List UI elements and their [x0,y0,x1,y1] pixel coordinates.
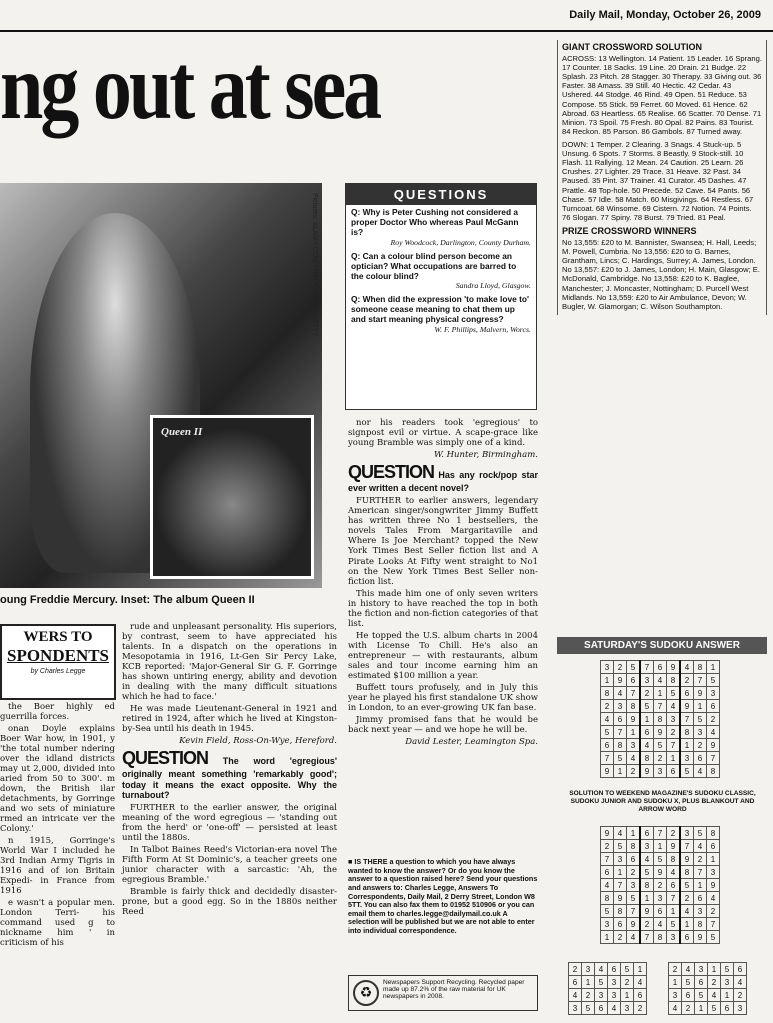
mini-grid-1 [568,962,647,1015]
sudoku-cell: 4 [694,765,707,778]
mini-grid-2-cell: 6 [695,976,708,989]
sudoku-cell: 7 [654,700,667,713]
mini-grid-2-cell: 1 [669,976,682,989]
sudoku-cell: 3 [601,661,614,674]
sudoku-cell: 5 [694,713,707,726]
weekend-sudoku-cell: 7 [601,853,614,866]
column-logo [0,624,116,700]
weekend-sudoku-cell: 5 [694,827,707,840]
weekend-sudoku-row [601,905,720,918]
left-column [0,702,115,950]
mini-grid-1-cell: 5 [582,1002,595,1015]
question-block [348,462,538,493]
sudoku-cell: 3 [627,739,641,752]
paragraph: nor his readers took 'egregious' to signpost evil or virtue. A scape-grace like young Bramble was simply one of a kind. [348,418,538,449]
weekend-sudoku-cell: 6 [627,853,641,866]
mini-grid-1-cell: 4 [595,963,608,976]
weekend-sudoku-cell: 9 [640,905,654,918]
mini-grid-2-row [669,989,747,1002]
photo-credit: Pictures: ALAMY.COM / REDFERNS / GETTY [311,193,318,337]
sudoku-cell: 4 [707,726,720,739]
mini-grid-1-cell: 2 [569,963,582,976]
mini-grid-2-cell: 2 [669,963,682,976]
sudoku-cell: 8 [614,739,627,752]
mini-grid-2-row [669,976,747,989]
weekend-sudoku-row [601,918,720,931]
weekend-sudoku-cell: 2 [614,931,627,944]
weekend-sudoku-cell: 9 [627,918,641,931]
mini-grid-1-cell: 6 [595,1002,608,1015]
weekend-sudoku-cell: 8 [694,918,707,931]
weekend-sudoku-cell: 7 [640,931,654,944]
sudoku-cell: 1 [640,713,654,726]
mini-grid-1-cell: 3 [608,976,621,989]
sudoku-cell: 8 [627,700,641,713]
sudoku-row [601,661,720,674]
sudoku-cell: 6 [614,713,627,726]
recycle-text: Newspapers Support Recycling. Recycled paper made up 87.2% of the raw material for UK newspapers in 2008. [383,979,525,1000]
sudoku-cell: 2 [680,674,694,687]
mini-grid-2-cell: 5 [682,976,695,989]
weekend-sudoku-cell: 4 [627,931,641,944]
sudoku-cell: 6 [694,752,707,765]
sudoku-cell: 7 [614,726,627,739]
mini-grid-2-cell: 3 [669,989,682,1002]
sudoku-row [601,765,720,778]
mini-grid-1-cell: 3 [582,963,595,976]
weekend-sudoku-cell: 7 [654,827,667,840]
weekend-sudoku-row [601,840,720,853]
paragraph: Bramble is fairly thick and decidedly disaster-prone, but a good egg. So in the 1880s neither Reed [122,887,337,918]
weekend-sudoku-cell: 8 [707,827,720,840]
mini-grid-1-row [569,1002,647,1015]
contact-info: ■ IS THERE a question to which you have always wanted to know the answer? Or do you know the answer to a question raised here? Send your questions and answers to: Charles Legge, Answers To Correspondents, Daily Mail, 2 Derry Street, London W8 5TT. You can also fax them to 01952 510906 or you can email them to charles.legge@dailymail.co.uk A selection will be published but we are not able to enter into individual correspondence. [348,857,538,936]
weekend-sudoku-cell: 6 [694,892,707,905]
mini-grid-2-cell: 5 [695,989,708,1002]
question-text: Has any rock/pop star ever written a decent novel? [348,470,538,494]
weekend-sudoku-row [601,931,720,944]
sudoku-cell: 5 [627,661,641,674]
weekend-sudoku-cell: 3 [601,918,614,931]
crossword-down: DOWN: 1 Temper. 2 Clearing. 3 Snags. 4 Stuck-up. 5 Unsung. 6 Spots. 7 Storms. 8 Beastly. 9 Stock-still. 10 Flash. 11 Rallying. 12 Mean. 24 Caution. 25 Learn. 26 Crushes. 27 Lighter. 29 Trace. 31 Heave. 32 Past. 34 Paused. 35 Pint. 37 Trainer. 41 Curator. 45 Dashes. 47 Prattle. 48 Top-hole. 50 Precede. 52 Cave. 54 Pants. 56 Chase. 57 Idle. 58 Match. 60 Misgivings. 64 Restless. 67 Turncoat. 68 Winsome. 69 Cistern. 72 Notion. 74 Points. 76 Slogan. 77 Spiny. 78 Burst. 79 Tried. 81 Peal. [562,139,754,222]
sudoku-cell: 6 [627,674,641,687]
mini-grid-1-cell: 3 [621,1002,634,1015]
weekend-sudoku-cell: 5 [654,853,667,866]
weekend-sudoku-cell: 9 [707,879,720,892]
paragraph: FURTHER to the earlier answer, the original meaning of the word egregious — 'standing out from the herd' or 'one-off' — persisted at least until the 1880s. [122,803,337,844]
prize-title: PRIZE CROSSWORD WINNERS [562,225,697,236]
weekend-sudoku-cell: 5 [667,918,681,931]
sudoku-cell: 3 [707,687,720,700]
mini-grid-2-cell: 3 [721,976,734,989]
sudoku-cell: 5 [654,739,667,752]
mini-grid-1-cell: 2 [582,989,595,1002]
sudoku-cell: 9 [694,687,707,700]
sudoku-cell: 1 [667,752,681,765]
weekend-sudoku-row [601,866,720,879]
weekend-sudoku-cell: 8 [667,853,681,866]
mini-grid-1-cell: 4 [634,976,647,989]
sudoku-cell: 9 [654,726,667,739]
right-column [348,418,538,749]
sudoku-cell: 6 [601,739,614,752]
recycle-notice [348,975,538,1011]
mini-grid-1-cell: 6 [569,976,582,989]
mini-grid-2-cell: 6 [734,963,747,976]
sudoku-cell: 7 [707,752,720,765]
sudoku-cell: 9 [707,739,720,752]
paragraph: onan Doyle explains Boer War how, in 1901, y 'the total number ndering over the idland districts may ut 2,000, divided into aried from 50 to 300'. m down, the British ilar detachments, by Gorringe and wo sets of miniature rmed an intricate ver the Colony.' [0,724,115,835]
mini-grid-1-cell: 4 [608,1002,621,1015]
weekend-sudoku-cell: 5 [707,931,720,944]
weekend-sudoku-cell: 6 [667,879,681,892]
mini-grid-2-row [669,1002,747,1015]
weekend-sudoku-cell: 1 [614,866,627,879]
prize-winners: No 13,555: £20 to M. Bannister, Swansea; H. Hall, Leeds; M. Powell, Cumbria. No 13,556: £20 to G. Barnes, Grantham, Lincs; C. Hardings, Surrey; A. James, London. No 13,557: £20 to J. James, London; H. Main, Glasgow; E. McDonald, Cambridge. No 13,558: £20 to K. Baglee, Manchester; J. Moncaster, Nottingham; D. Purcell West Midlands. No 13,559: £20 to Air Ambulance, Devon; W. Bugler, W. Glamorgan; C. Wilson Southampton. [562,237,760,311]
sudoku-cell: 7 [694,674,707,687]
question-label: QUESTION [348,462,435,483]
mini-grid-1-cell: 3 [595,989,608,1002]
sudoku-row [601,752,720,765]
sudoku-cell: 3 [654,765,667,778]
weekend-sudoku-cell: 4 [694,840,707,853]
weekend-sudoku-cell: 9 [614,892,627,905]
question-2: Q: Can a colour blind person become an optician? What occupations are barred to the colour blind? [351,250,517,281]
sudoku-cell: 7 [627,687,641,700]
weekend-sudoku-cell: 2 [627,866,641,879]
weekend-sudoku-cell: 7 [680,840,694,853]
sudoku-cell: 2 [707,713,720,726]
sudoku-cell: 5 [707,674,720,687]
signature: W. Hunter, Birmingham. [433,450,538,461]
weekend-sudoku-row [601,892,720,905]
sudoku-cell: 1 [707,661,720,674]
sudoku-cell: 8 [667,674,681,687]
paragraph: n 1915, Gorringe's World War I included he 3rd Indian Army Tigris in 1916 and of ion Britain Expedi- in France from 1916 [0,836,115,897]
sudoku-cell: 5 [614,752,627,765]
sudoku-cell: 2 [640,687,654,700]
headline: ng out at sea [0,40,380,139]
mini-grid-2-cell: 4 [734,976,747,989]
recycle-icon: ♻ [353,980,379,1006]
weekend-sudoku-cell: 8 [680,866,694,879]
weekend-sudoku-cell: 9 [667,840,681,853]
sudoku-cell: 9 [667,661,681,674]
sudoku-cell: 6 [680,687,694,700]
weekend-sudoku-cell: 2 [707,905,720,918]
album-inset [150,415,314,579]
paragraph: This made him one of only seven writers in history to have reached the top in both the fiction and non-fiction categories of that list. [348,588,539,629]
sudoku-cell: 6 [640,726,654,739]
sudoku-cell: 2 [694,739,707,752]
weekend-sudoku-cell: 3 [667,931,681,944]
sudoku-cell: 1 [654,687,667,700]
sudoku-cell: 3 [640,674,654,687]
signature: Kevin Field, Ross-On-Wye, Hereford. [179,736,337,747]
sudoku-cell: 1 [694,700,707,713]
mini-grid-2-cell: 6 [682,989,695,1002]
sudoku-cell: 8 [601,687,614,700]
paragraph: FURTHER to earlier answers, legendary American singer/songwriter Jimmy Buffett has written three No 1 bestsellers, the novels Tales From Margaritaville and Where Is Joe Merchant? topped the New York Times Best Seller fiction list and A Pirate Looks At Fifty went straight to No1 on the New York Times Best Seller non-fiction list. [348,496,538,587]
sudoku-cell: 6 [654,661,667,674]
weekend-sudoku-cell: 4 [667,866,681,879]
sudoku-cell: 8 [654,713,667,726]
mini-grid-1-row [569,989,647,1002]
weekend-sudoku-cell: 5 [640,866,654,879]
sudoku-cell: 4 [680,661,694,674]
sudoku-cell: 2 [667,726,681,739]
sudoku-title: SATURDAY'S SUDOKU ANSWER [557,637,767,654]
weekend-sudoku-cell: 8 [654,931,667,944]
mini-grid-2-cell: 2 [734,989,747,1002]
mini-grid-2-cell: 5 [708,1002,721,1015]
question-block [122,748,337,800]
mini-grid-2-cell: 2 [682,1002,695,1015]
paragraph: e wasn't a popular men. London Terri- his command used g to nickname him ' in criticism of his [0,898,115,949]
paragraph: He topped the U.S. album charts in 2004 with License To Chill. He's also an entrepreneur — with restaurants, album sales and tour income earning him an estimated $100 million a year. [348,630,538,681]
signature: David Lester, Leamington Spa. [405,736,538,747]
weekend-sudoku-cell: 6 [614,918,627,931]
weekend-sudoku-cell: 6 [707,840,720,853]
sudoku-row [601,687,720,700]
weekend-sudoku-cell: 7 [694,866,707,879]
sudoku-row [601,726,720,739]
sudoku-cell: 9 [614,674,627,687]
sudoku-cell: 1 [627,726,641,739]
weekend-sudoku-cell: 6 [654,905,667,918]
weekend-sudoku-cell: 5 [601,905,614,918]
mini-grid-2 [668,962,747,1015]
weekend-sudoku-cell: 4 [601,879,614,892]
paragraph: Jimmy promised fans that he would be back next year — and we hope he will be. [348,714,538,735]
weekend-sudoku-cell: 7 [667,892,681,905]
weekend-sudoku-row [601,853,720,866]
sudoku-cell: 4 [654,674,667,687]
questions-box [345,183,537,410]
weekend-sudoku-cell: 9 [694,931,707,944]
mini-grid-1-row [569,963,647,976]
weekend-sudoku-cell: 4 [654,918,667,931]
mini-grid-1-cell: 5 [621,963,634,976]
weekend-sudoku-cell: 9 [601,827,614,840]
mini-grid-2-row [669,963,747,976]
mini-grid-2-cell: 4 [708,989,721,1002]
sudoku-cell: 4 [640,739,654,752]
weekend-sudoku-cell: 3 [640,840,654,853]
sudoku-cell: 5 [680,765,694,778]
weekend-sudoku-cell: 6 [680,931,694,944]
weekend-sudoku-cell: 6 [640,827,654,840]
sudoku-cell: 6 [707,700,720,713]
weekend-sudoku-cell: 6 [601,866,614,879]
sudoku-cell: 5 [601,726,614,739]
logo-line-2: SPONDENTS [6,646,110,665]
mini-grid-1-cell: 1 [582,976,595,989]
weekend-sudoku-cell: 4 [614,827,627,840]
weekend-sudoku-row [601,827,720,840]
weekend-sudoku-cell: 5 [627,892,641,905]
weekend-sudoku-cell: 1 [654,840,667,853]
question-text: The word 'egregious' originally meant something 'remarkably good'; today it means the exact opposite. Why the turnabout? [122,756,337,800]
sudoku-cell: 8 [694,661,707,674]
mini-grid-2-cell: 4 [682,963,695,976]
crossword-across: ACROSS: 13 Wellington. 14 Patient. 15 Leader. 16 Sprang. 17 Counter. 18 Sacks. 19 Line. 20 Drain. 21 Budge. 22 Splash. 23 Pitch. 28 Stagger. 30 Therapy. 33 Giving out. 36 Faster. 38 Amass. 39 Still. 40 Hectic. 42 Cedar. 43 Ushered. 44 Stodge. 46 Rind. 49 Open. 51 Reduce. 53 Compose. 55 Stick. 59 Ferret. 60 Moved. 61 Hence. 62 Abroad. 63 Heartless. 65 Realise. 66 Scatter. 70 Dense. 71 Minion. 73 Spoil. 75 Fresh. 80 Opal. 82 Pains. 83 Tourist. 84 Reckon. 85 Parson. 86 Gambols. 87 Turned away. [562,54,762,136]
sudoku-cell: 1 [680,739,694,752]
inset-title: Queen II [161,426,203,438]
weekend-sudoku-cell: 3 [627,879,641,892]
paragraph: He was made Lieutenant-General in 1921 and retired in 1924, after which he lived at Kingston-by-Sea until his death in 1945. [122,704,337,735]
mini-grid-2-cell: 3 [734,1002,747,1015]
sudoku-cell: 1 [614,765,627,778]
sudoku-cell: 2 [601,700,614,713]
mini-grid-1-cell: 6 [608,963,621,976]
question-label: QUESTION [122,748,209,769]
sudoku-cell: 4 [627,752,641,765]
sudoku-cell: 9 [640,765,654,778]
sudoku-cell: 7 [640,661,654,674]
paper-date: Daily Mail, Monday, October 26, 2009 [569,9,761,21]
weekend-sudoku-cell: 3 [694,905,707,918]
weekend-sudoku-cell: 3 [614,853,627,866]
sudoku-cell: 8 [680,726,694,739]
weekend-sudoku-cell: 7 [627,905,641,918]
question-2-author: Sandra Lloyd, Glasgow. [455,281,531,291]
mini-grid-1-cell: 1 [634,963,647,976]
sudoku-cell: 2 [654,752,667,765]
mini-grid-2-cell: 2 [708,976,721,989]
weekend-sudoku-cell: 2 [601,840,614,853]
sudoku-cell: 3 [694,726,707,739]
weekend-sudoku-row [601,879,720,892]
weekend-sudoku-cell: 4 [707,892,720,905]
weekend-sudoku-cell: 1 [707,853,720,866]
weekend-sudoku-cell: 3 [707,866,720,879]
weekend-sudoku-cell: 1 [667,905,681,918]
sudoku-cell: 5 [640,700,654,713]
weekend-sudoku-cell: 4 [680,905,694,918]
sudoku-cell: 8 [707,765,720,778]
weekend-sudoku-cell: 8 [640,879,654,892]
sudoku-cell: 9 [627,713,641,726]
logo-line-1: WERS TO [23,629,93,645]
mini-grid-1-cell: 5 [595,976,608,989]
sudoku-cell: 7 [601,752,614,765]
mini-grid-2-cell: 3 [695,963,708,976]
masthead [0,0,773,32]
weekend-sudoku-cell: 8 [627,840,641,853]
sudoku-cell: 6 [667,765,681,778]
mini-grid-1-cell: 4 [569,989,582,1002]
weekend-sudoku-cell: 1 [680,918,694,931]
sudoku-grid [600,660,720,778]
mini-grid-2-cell: 1 [721,989,734,1002]
mini-grid-2-cell: 1 [695,1002,708,1015]
weekend-sudoku-cell: 9 [680,853,694,866]
weekend-sudoku-cell: 5 [680,879,694,892]
weekend-sudoku-cell: 2 [654,879,667,892]
weekend-sudoku-cell: 8 [614,905,627,918]
weekend-sudoku-cell: 8 [601,892,614,905]
solution-note: SOLUTION TO WEEKEND MAGAZINE'S SUDOKU CLASSIC, SUDOKU JUNIOR AND SUDOKU X, PLUS BLANKOUT AND ARROW WORD [569,790,756,813]
mini-grid-2-cell: 4 [669,1002,682,1015]
weekend-sudoku-cell: 1 [694,879,707,892]
middle-column [122,622,337,919]
puzzle-sidebar [557,40,767,315]
weekend-sudoku-cell: 1 [627,827,641,840]
mini-grid-2-cell: 6 [721,1002,734,1015]
sudoku-cell: 3 [667,713,681,726]
mini-grid-1-cell: 1 [621,989,634,1002]
sudoku-row [601,700,720,713]
mini-grid-1-cell: 2 [634,1002,647,1015]
paragraph: the Boer highly ed guerrilla forces. [0,702,115,723]
weekend-sudoku-cell: 7 [707,918,720,931]
mini-grid-1-row [569,976,647,989]
sudoku-cell: 4 [601,713,614,726]
sudoku-cell: 9 [680,700,694,713]
question-3: Q: When did the expression 'to make love to' someone cease meaning to chat them up and start meaning physical congress? [351,294,530,325]
weekend-sudoku-cell: 2 [680,892,694,905]
sudoku-cell: 5 [667,687,681,700]
sudoku-cell: 9 [601,765,614,778]
paragraph: rude and unpleasant personality. His superiors, by contrast, seem to have appreciated his talents. In a dispatch on the operations in Mesopotamia in 1916, Lt-Gen Sir Percy Lake, KCB reported: 'Major-General Sir G. F. Gorringe has shown untiring energy, ability and devotion in dealing with the many difficult situations which he had to face.' [122,622,337,703]
weekend-sudoku-cell: 2 [667,827,681,840]
mini-grid-1-cell: 2 [621,976,634,989]
weekend-sudoku-grid [600,826,720,944]
mini-grid-1-cell: 3 [569,1002,582,1015]
weekend-sudoku-cell: 1 [601,931,614,944]
sudoku-cell: 1 [601,674,614,687]
weekend-sudoku-cell: 2 [640,918,654,931]
weekend-sudoku-cell: 4 [640,853,654,866]
sudoku-cell: 4 [614,687,627,700]
weekend-sudoku-cell: 5 [614,840,627,853]
question-1: Q: Why is Peter Cushing not considered a proper Doctor Who whereas Paul McGann is? [351,207,519,237]
weekend-sudoku-cell: 7 [614,879,627,892]
questions-title: QUESTIONS [346,184,536,205]
weekend-sudoku-cell: 9 [654,866,667,879]
weekend-sudoku-cell: 3 [654,892,667,905]
paragraph: In Talbot Baines Reed's Victorian-era novel The Fifth Form At St Dominic's, a teacher greets one junior character with a sarcastic: 'Ah, the egregious Bramble.' [122,845,337,886]
question-1-author: Roy Woodcock, Darlington, County Durham. [390,237,531,247]
paragraph: Buffett tours profusely, and in July this year he played his first standalone UK show in London, to an ever-growing UK fan base. [348,682,538,713]
question-3-author: W. F. Phillips, Malvern, Worcs. [434,325,531,335]
sudoku-cell: 7 [680,713,694,726]
sudoku-cell: 3 [680,752,694,765]
mini-grid-2-cell: 5 [721,963,734,976]
mini-grid-1-cell: 3 [608,989,621,1002]
sudoku-cell: 3 [614,700,627,713]
sudoku-cell: 2 [627,765,641,778]
sudoku-row [601,713,720,726]
sudoku-cell: 8 [640,752,654,765]
weekend-sudoku-cell: 1 [640,892,654,905]
sudoku-cell: 2 [614,661,627,674]
sudoku-cell: 7 [667,739,681,752]
sudoku-row [601,739,720,752]
weekend-sudoku-cell: 2 [694,853,707,866]
weekend-sudoku-cell: 3 [680,827,694,840]
sudoku-row [601,674,720,687]
byline: by Charles Legge [30,668,86,675]
photo-caption: oung Freddie Mercury. Inset: The album Queen II [0,594,255,606]
sudoku-cell: 4 [667,700,681,713]
mini-grid-1-cell: 6 [634,989,647,1002]
main-photo [0,183,322,588]
crossword-title: GIANT CROSSWORD SOLUTION [562,42,702,52]
mini-grid-2-cell: 1 [708,963,721,976]
